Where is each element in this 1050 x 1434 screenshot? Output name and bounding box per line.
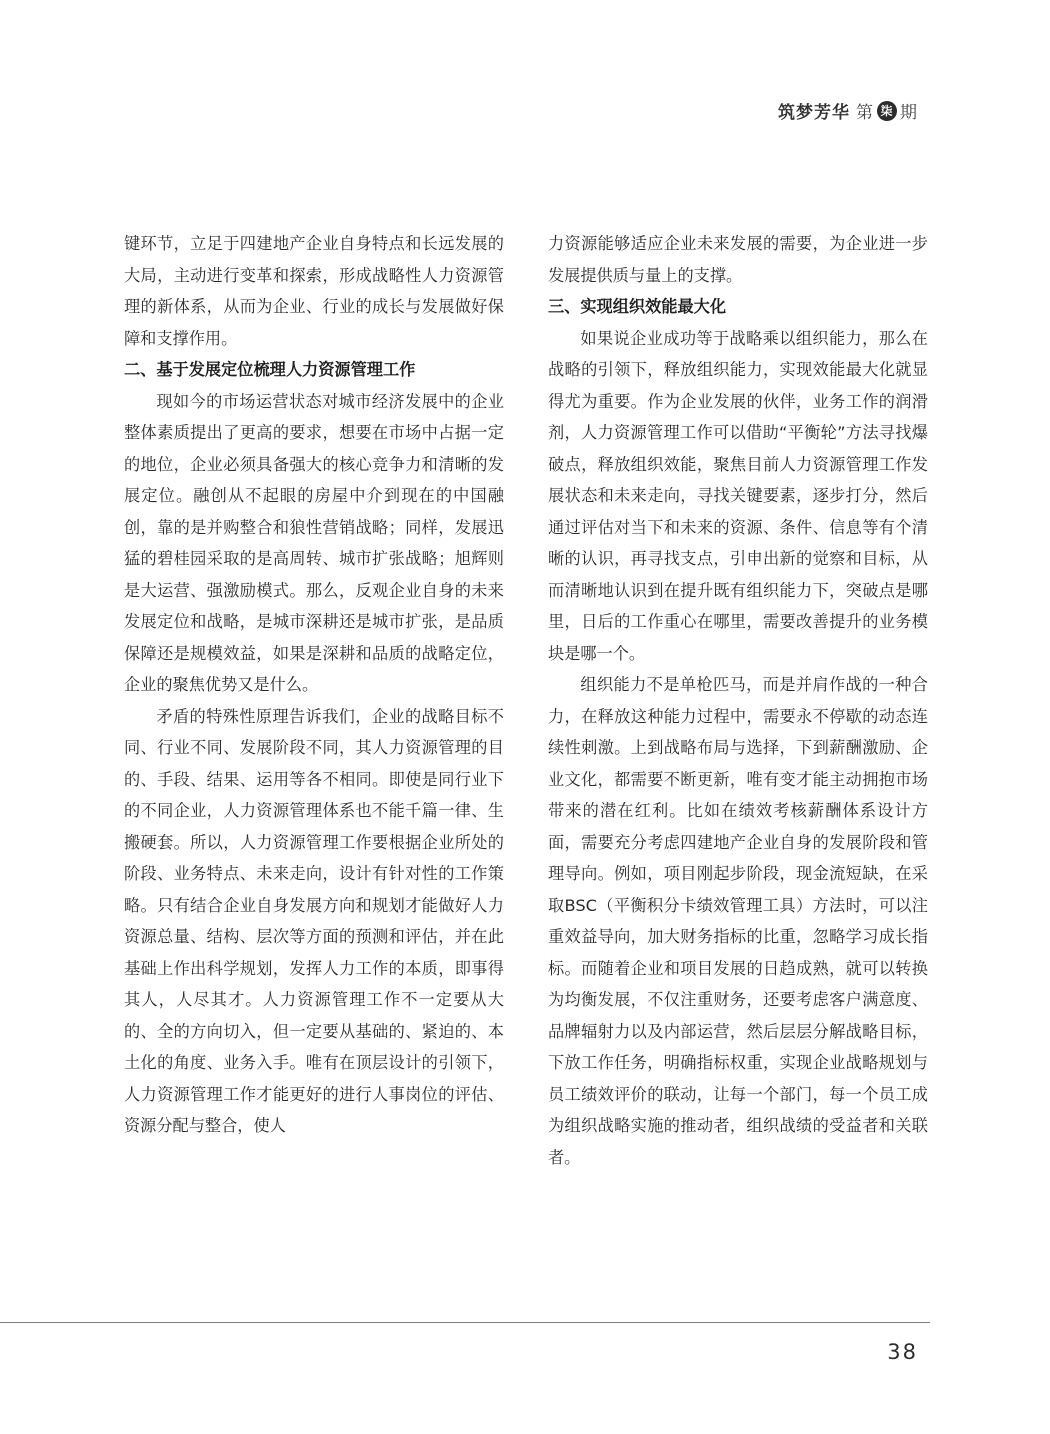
section-heading: 三、实现组织效能最大化 <box>548 297 727 316</box>
page-number: 38 <box>887 1340 918 1364</box>
series-title: 筑梦芳华 <box>778 103 850 123</box>
body-paragraph: 现如今的市场运营状态对城市经济发展中的企业整体素质提出了更高的要求，想要在市场中占据一定的地位，企业必须具备强大的核心竞争力和清晰的发展定位。融创从不起眼的房屋中介到现在的中国融创，靠的是并购整合和狼性营销战略；同样，发展迅猛的碧桂园采取的是高周转、城市扩张战略；旭辉则是大运营、强激励模式。那么，反观企业自身的未来发展定位和战略，是城市深耕还是城市扩张，是品质保障还是规模效益，如果是深耕和品质的战略定位，企业的聚焦优势又是什么。 <box>124 391 504 694</box>
body-paragraph: 如果说企业成功等于战略乘以组织能力，那么在战略的引领下，释放组织能力，实现效能最大化就显得尤为重要。作为企业发展的伙伴，业务工作的润滑剂，人力资源管理工作可以借助“平衡轮”方法寻找爆破点，释放组织效能，聚焦目前人力资源管理工作发展状态和未来走向，寻找关键要素，逐步打分，然后通过评估对当下和未来的资源、条件、信息等有个清晰的认识，再寻找支点，引申出新的觉察和目标，从而清晰地认识到在提升既有组织能力下，突破点是哪里，日后的工作重心在哪里，需要改善提升的业务模块是哪一个。 <box>548 328 928 663</box>
footer-divider <box>0 1322 930 1323</box>
issue-suffix: 期 <box>900 103 918 123</box>
issue-prefix: 第 <box>856 103 874 123</box>
right-text-column <box>548 228 928 1173</box>
running-header <box>778 98 918 123</box>
body-paragraph: 矛盾的特殊性原理告诉我们，企业的战略目标不同、行业不同、发展阶段不同，其人力资源管理的目的、手段、结果、运用等各不相同。即使是同行业下的不同企业，人力资源管理体系也不能千篇一律、生搬硬套。所以，人力资源管理工作要根据企业所处的阶段、业务特点、未来走向，设计有针对性的工作策略。只有结合企业自身发展方向和规划才能做好人力资源总量、结构、层次等方面的预测和评估，并在此基础上作出科学规划，发挥人力工作的本质，即事得其人，人尽其才。人力资源管理工作不一定要从大的、全的方向切入，但一定要从基础的、紧迫的、本土化的角度、业务入手。唯有在顶层设计的引领下，人力资源管理工作才能更好的进行人事岗位的评估、资源分配与整合，使人 <box>124 706 504 1135</box>
body-paragraph: 组织能力不是单枪匹马，而是并肩作战的一种合力，在释放这种能力过程中，需要永不停歇的动态连续性刺激。上到战略布局与选择，下到薪酬激励、企业文化，都需要不断更新，唯有变才能主动拥抱市场带来的潜在红利。比如在绩效考核薪酬体系设计方面，需要充分考虑四建地产企业自身的发展阶段和管理导向。例如，项目刚起步阶段，现金流短缺，在采取BSC（平衡积分卡绩效管理工具）方法时，可以注重效益导向，加大财务指标的比重，忽略学习成长指标。而随着企业和项目发展的日趋成熟，就可以转换为均衡发展，不仅注重财务，还要考虑客户满意度、品牌辐射力以及内部运营，然后层层分解战略目标，下放工作任务，明确指标权重，实现企业战略规划与员工绩效评价的联动，让每一个部门，每一个员工成为组织战略实施的推动者，组织战绩的受益者和关联者。 <box>548 675 928 1167</box>
body-paragraph: 力资源能够适应企业未来发展的需要，为企业进一步发展提供质与量上的支撑。 <box>548 234 928 285</box>
left-text-column <box>124 228 504 1142</box>
section-heading: 二、基于发展定位梳理人力资源管理工作 <box>124 360 416 379</box>
issue-number-badge: 柒 <box>877 101 897 121</box>
body-paragraph: 键环节，立足于四建地产企业自身特点和长远发展的大局，主动进行变革和探索，形成战略性人力资源管理的新体系，从而为企业、行业的成长与发展做好保障和支撑作用。 <box>124 234 504 348</box>
